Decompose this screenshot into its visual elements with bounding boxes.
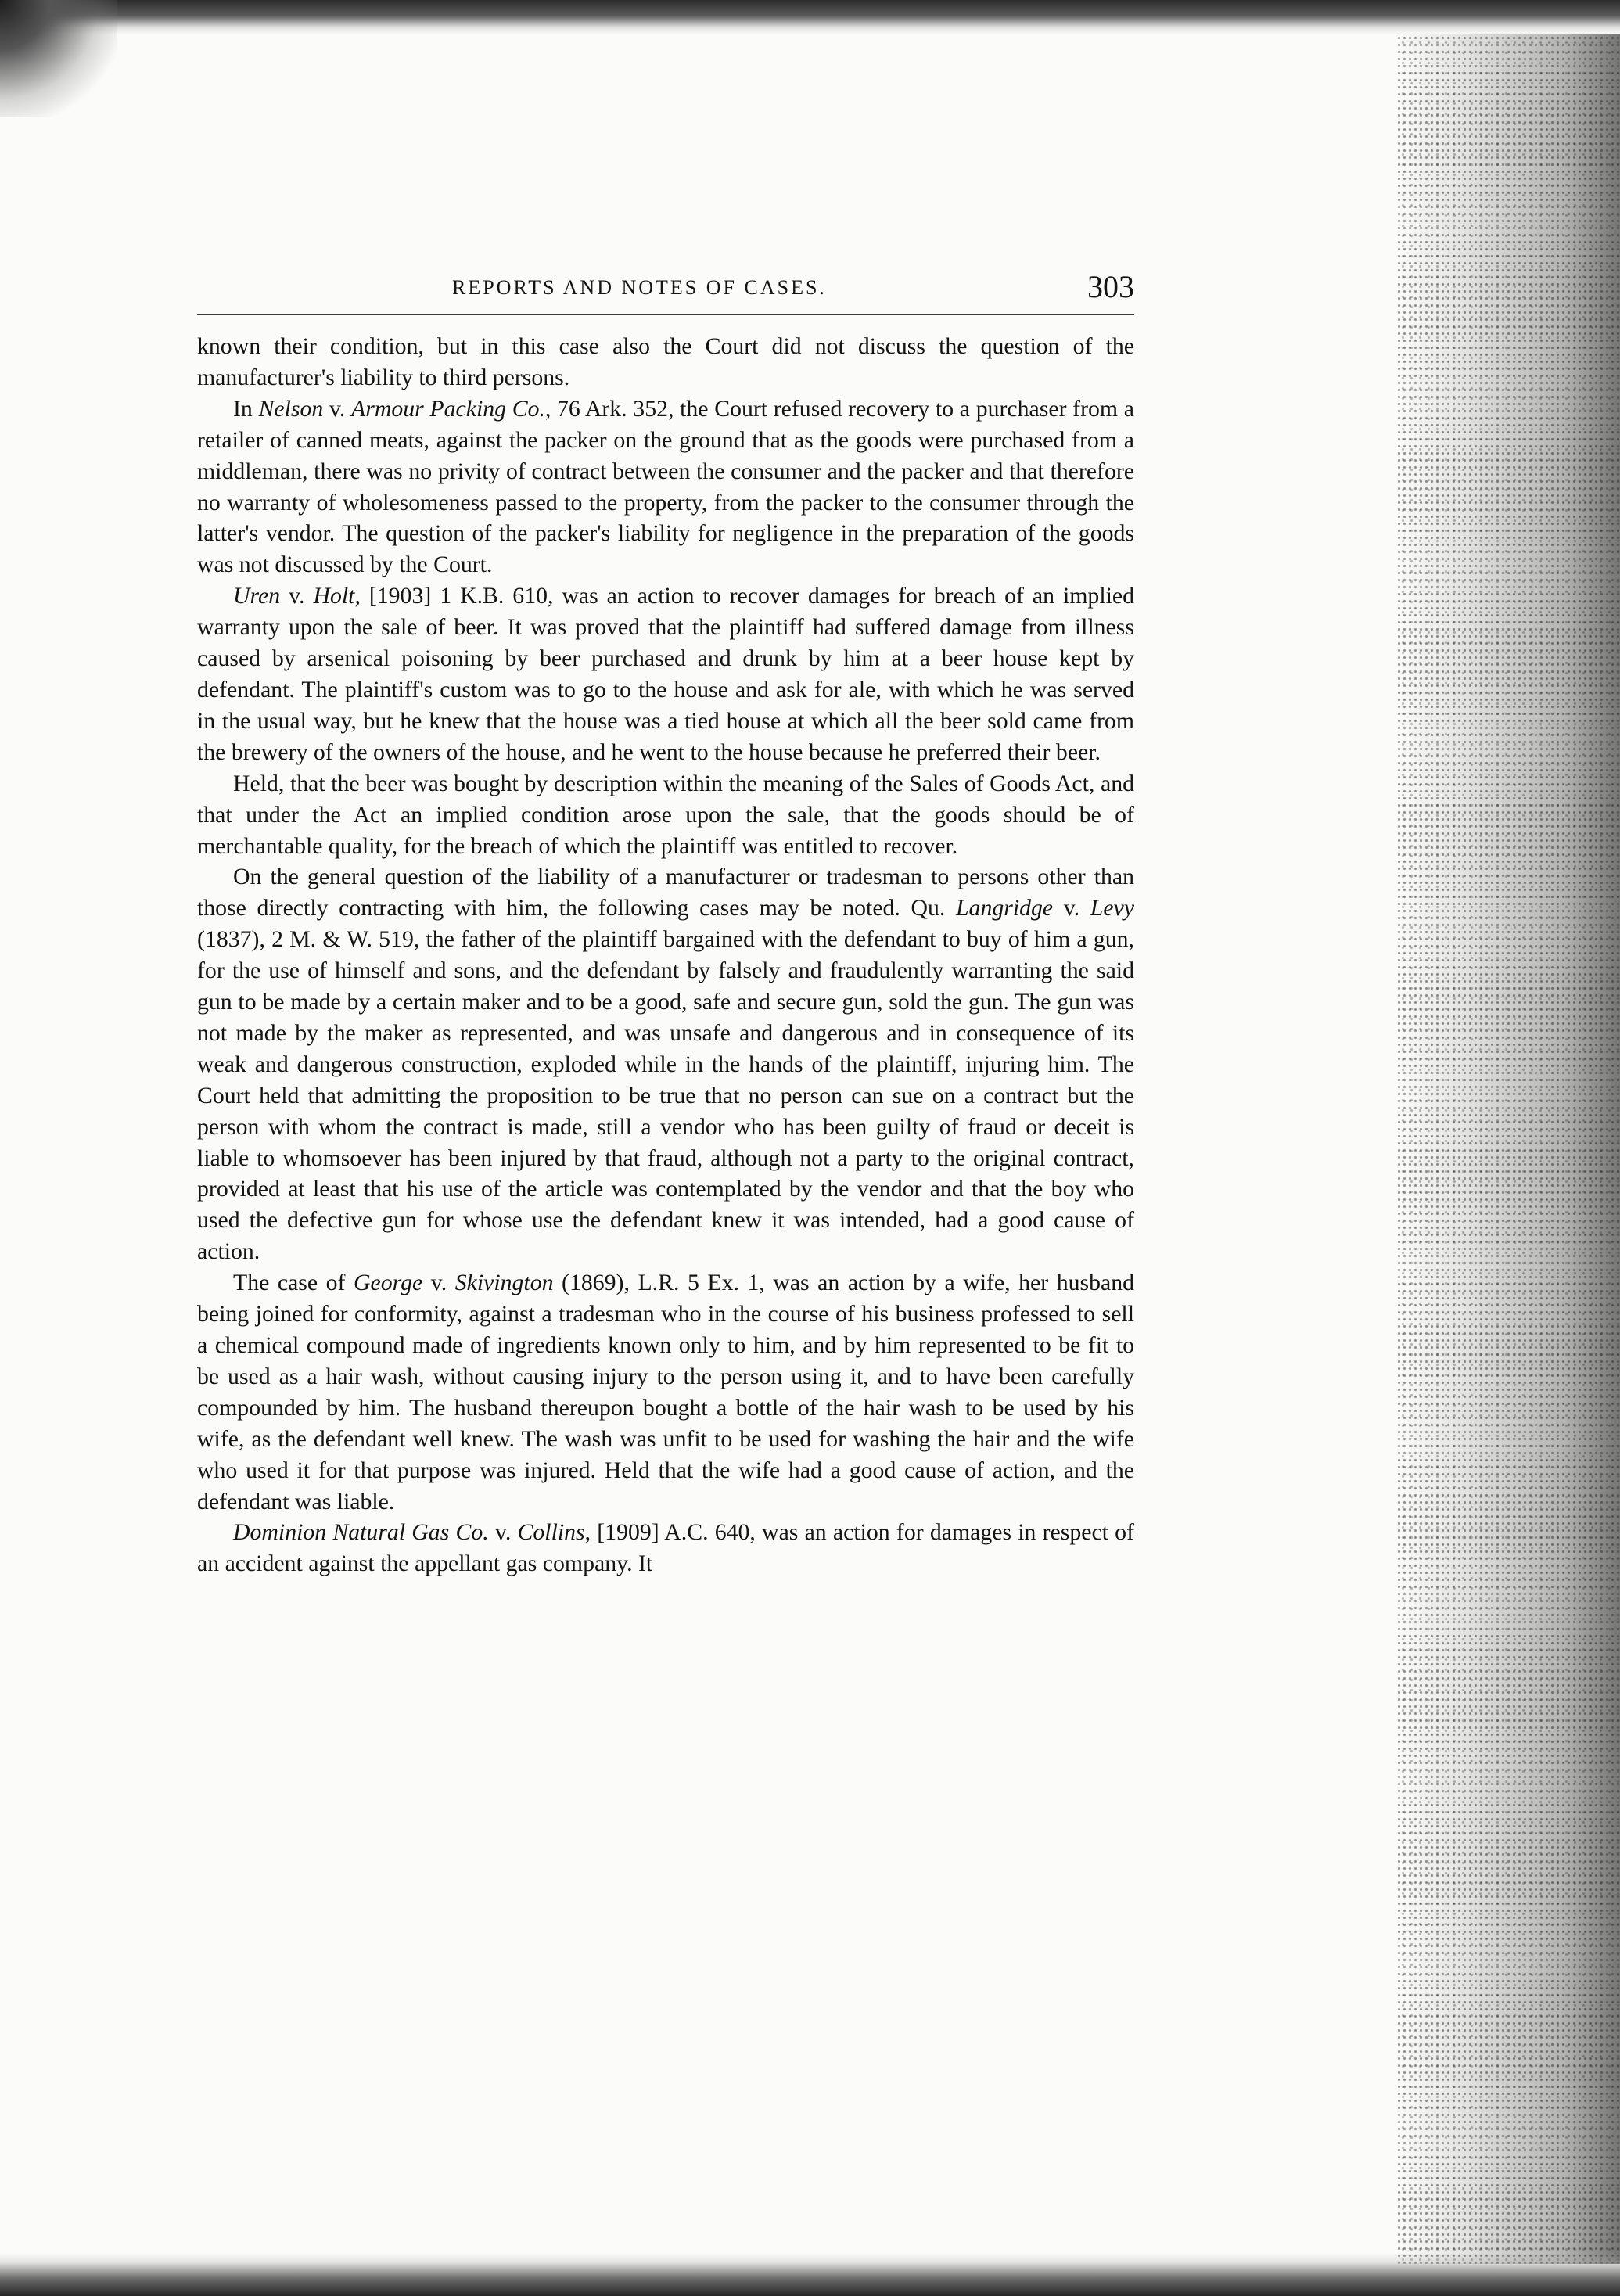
running-head [197,270,1134,315]
text-run: v. [280,583,314,609]
paragraph-nelson-v-armour [197,393,1134,580]
case-name-party: Skivington [454,1270,554,1296]
text-run: The case of [233,1270,354,1296]
case-name-party: Armour Packing Co. [351,395,545,422]
paragraph-continuation [197,331,1134,393]
case-name-party: Uren [233,583,281,609]
paragraph-uren-v-holt [197,580,1134,767]
scan-top-edge [0,0,1620,34]
text-run: v. [488,1519,518,1546]
scan-bottom-edge [0,2253,1620,2296]
case-name-party: George [354,1270,423,1296]
text-run: (1837), 2 M. & W. 519, the father of the plaintiff bargained with the defendant to buy of him a gun, for the use of himself and sons, and the defendant by falsely and fraudulently warranting the said gun to be made by a certain maker and to be a good, safe and secure gun, sold the gun. The gun was not made by the maker as represented, and was unsafe and dangerous and in consequence of its weak and dangerous construction, exploded while in the hands of the plaintiff, injuring him. The Court held that admitting the proposition to be true that no person can sue on a contract but the person with whom the contract is made, still a vendor who has been guilty of fraud or deceit is liable to whomsoever has been injured by that fraud, although not a party to the original contract, provided at least that his use of the article was contemplated by the vendor and that the boy who used the defective gun for whose use the defendant knew it was intended, had a good cause of action. [197,926,1134,1265]
text-run: , [1909] A.C. 640, was an action for damages in respect of an accident against the appellant gas company. It [197,1519,1135,1577]
scan-right-margin-noise [1396,34,1620,2264]
text-run: known their condition, but in this case also the Court did not discuss the question of the manufacturer's liability to third persons. [197,333,1134,390]
text-run: On the general question of the liability of a manufacturer or tradesman to persons other than those directly contracting with him, the following cases may be noted. Qu. [197,864,1134,922]
text-run: Held, that the beer was bought by description within the meaning of the Sales of Goods Act, and that under the Act an implied condition arose upon the sale, that the goods should be of merchantable quality, for the breach of which the plaintiff was entitled to recover. [197,770,1134,859]
text-run: , [1903] 1 K.B. 610, was an action to recover damages for breach of an implied warranty upon the sale of beer. It was proved that the plaintiff had suffered damage from illness caused by arsenical poisoning by beer purchased and drunk by him at a beer house kept by defendant. The plaintiff's custom was to go to the house and ask for ale, with which he was served in the usual way, but he knew that the house was a tied house at which all the beer sold came from the brewery of the owners of the house, and he went to the house because he preferred their beer. [197,583,1134,765]
case-name-party: Langridge [955,895,1054,922]
scan-corner-shadow [0,0,117,117]
case-name-party: Nelson [258,395,324,422]
text-run: (1869), L.R. 5 Ex. 1, was an action by a wife, her husband being joined for conformity, against a tradesman who in the course of his business professed to sell a chemical compound made of ingredients known only to him, and by him represented to be fit to be used as a hair wash, without causing injury to the person using it, and to have been carefully compounded by him. The husband thereupon bought a bottle of the hair wash to be used by his wife, as the defendant well knew. The wash was unfit to be used for washing the hair and the wife who used it for that purpose was injured. Held that the wife had a good cause of action, and the defendant was liable. [197,1270,1135,1514]
text-run: v. [323,395,352,422]
paragraph-langridge-v-levy [197,861,1134,1267]
case-name-party: Collins [517,1519,585,1546]
text-run: , 76 Ark. 352, the Court refused recovery to a purchaser from a retailer of canned meats, against the packer on the ground that as the goods were purchased from a middleman, there was no privity of contract between the consumer and the packer and that therefore no warranty of wholesomeness passed to the property, from the packer to the consumer through the latter's vendor. The question of the packer's liability for negligence in the preparation of the goods was not discussed by the Court. [197,395,1134,578]
paragraph-held [197,768,1134,862]
paragraph-george-v-skivington [197,1267,1134,1517]
book-page [197,270,1134,1579]
page-number: 303 [1087,269,1134,304]
case-name-party: Levy [1090,895,1134,922]
case-name-party: Dominion Natural Gas Co. [233,1519,489,1546]
paragraph-dominion-v-collins [197,1517,1134,1579]
text-run: In [233,395,259,422]
text-run: v. [1053,895,1090,922]
running-head-title: REPORTS AND NOTES OF CASES. [452,276,827,299]
body-text [197,331,1134,1579]
text-run: v. [422,1270,455,1296]
case-name-party: Holt [313,583,355,609]
